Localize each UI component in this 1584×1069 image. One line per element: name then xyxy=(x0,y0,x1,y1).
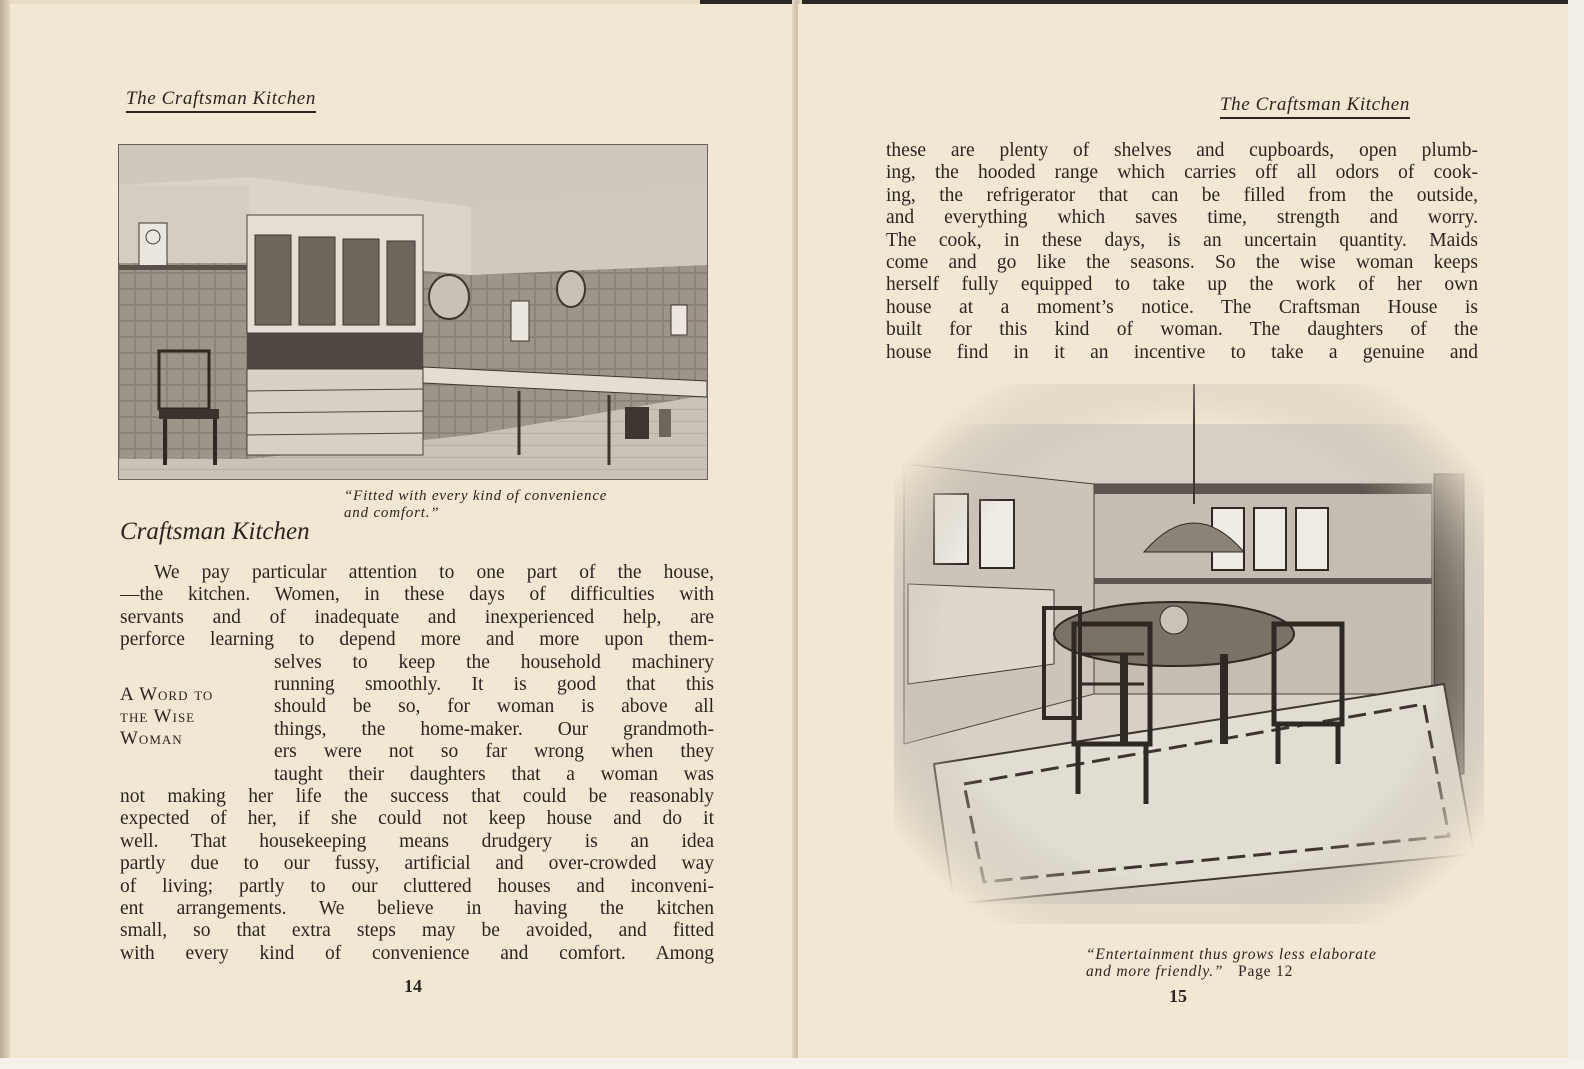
text-line: should be so, for woman is above all xyxy=(274,696,714,718)
page-number-right: 15 xyxy=(1169,986,1187,1006)
text-line: these are plenty of shelves and cupboards, open plumb- xyxy=(886,140,1478,161)
text-line: herself fully equipped to take up the work of her own xyxy=(886,274,1478,296)
kitchen-caption-line: “Fitted with every kind of convenience xyxy=(344,488,608,504)
text-line: come and go like the seasons. So the wise woman keeps xyxy=(886,251,1478,273)
text-line: servants and of inadequate and inexperienced help, are xyxy=(120,606,714,628)
left-page-edge xyxy=(0,0,10,1069)
section-heading: Craftsman Kitchen xyxy=(120,518,310,545)
text-line: with every kind of convenience and comfort. Among xyxy=(120,942,714,964)
text-line: expected of her, if she could not keep house and do it xyxy=(120,808,714,830)
bottom-page-edge xyxy=(0,1058,1584,1069)
text-line: We pay particular attention to one part of the house, xyxy=(154,562,714,583)
text-line: not making her life the success that could be reasonably xyxy=(120,786,714,807)
dining-caption xyxy=(1086,946,1377,980)
dining-caption-page-ref: Page 12 xyxy=(1238,963,1294,980)
kitchen-caption xyxy=(344,488,607,522)
text-line: ent arrangements. We believe in having the kitchen xyxy=(120,897,714,919)
text-line: partly due to our fussy, artificial and over-crowded way xyxy=(120,853,714,875)
dining-caption-text: and more friendly.” xyxy=(1086,963,1224,980)
text-line: well. That housekeeping means drudgery is an idea xyxy=(120,830,714,852)
text-line: things, the home-maker. Our grandmoth- xyxy=(274,718,714,740)
text-line: and everything which saves time, strength and worry. xyxy=(886,207,1478,229)
dining-room-drawing xyxy=(894,384,1484,924)
margin-note-line: the Wise xyxy=(120,706,196,727)
kitchen-illustration xyxy=(118,144,708,480)
left-page xyxy=(10,4,798,1058)
kitchen-caption-line: and comfort.” xyxy=(344,505,440,521)
right-body xyxy=(886,140,1478,364)
text-line: ing, the refrigerator that can be filled from the outside, xyxy=(886,184,1478,206)
dining-caption-line: “Entertainment thus grows less elaborate xyxy=(1086,946,1377,963)
text-line: running smoothly. It is good that this xyxy=(274,673,714,695)
kitchen-drawing xyxy=(119,145,707,479)
text-line: ers were not so far wrong when they xyxy=(274,741,714,763)
margin-note xyxy=(120,684,213,750)
text-line: house at a moment’s notice. The Craftsman House is xyxy=(886,296,1478,318)
right-page xyxy=(798,4,1568,1058)
dining-room-illustration xyxy=(894,384,1484,924)
text-line: taught their daughters that a woman was xyxy=(274,763,714,785)
right-page-edge xyxy=(1568,0,1584,1069)
text-line: of living; partly to our cluttered houses and inconveni- xyxy=(120,875,714,897)
left-body-top xyxy=(120,562,714,652)
left-body-bottom xyxy=(120,786,714,965)
left-body-narrow xyxy=(274,652,714,786)
text-line: small, so that extra steps may be avoided, and fitted xyxy=(120,920,714,942)
margin-note-line: Woman xyxy=(120,728,183,749)
text-line: ing, the hooded range which carries off all odors of cook- xyxy=(886,162,1478,184)
text-line: The cook, in these days, is an uncertain quantity. Maids xyxy=(886,229,1478,251)
page-number-left: 14 xyxy=(404,976,422,996)
running-head-right: The Craftsman Kitchen xyxy=(1220,94,1410,119)
margin-note-line: A Word to xyxy=(120,684,214,705)
text-line: selves to keep the household machinery xyxy=(274,651,714,673)
dining-caption-line xyxy=(1086,963,1377,980)
text-line: —the kitchen. Women, in these days of difficulties with xyxy=(120,584,714,606)
text-line: house find in it an incentive to take a genuine and xyxy=(886,341,1478,363)
running-head-left: The Craftsman Kitchen xyxy=(126,88,316,113)
text-line: perforce learning to depend more and more upon them- xyxy=(120,629,714,651)
text-line: built for this kind of woman. The daughters of the xyxy=(886,319,1478,341)
